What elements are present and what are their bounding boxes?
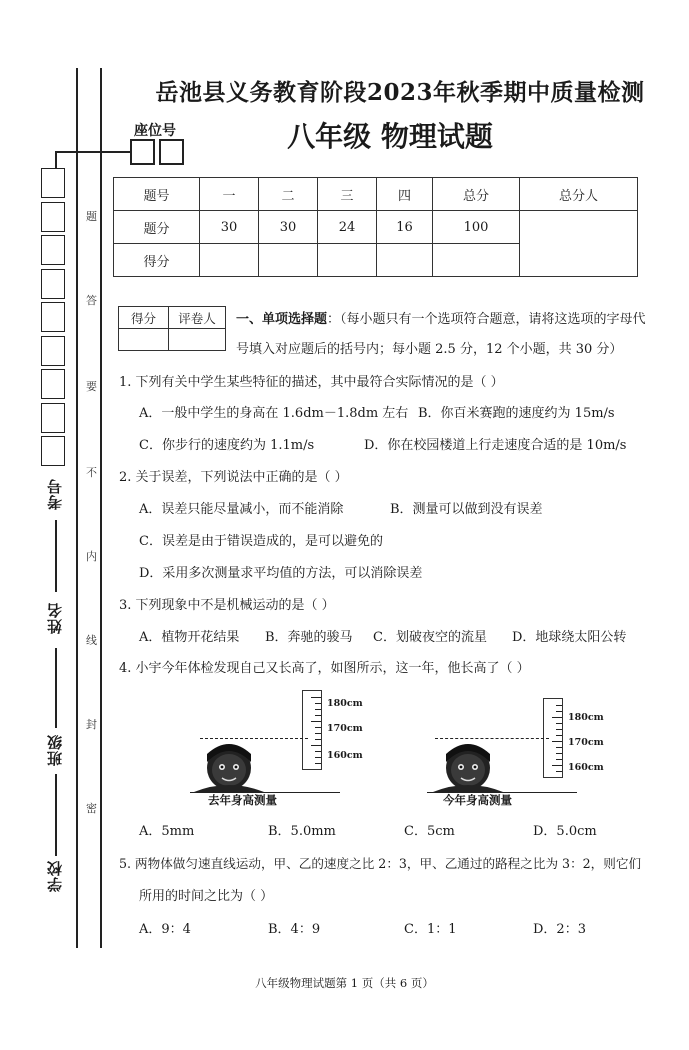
- figure-caption: 去年身高测量: [208, 793, 277, 807]
- question-3-stem: 3. 下列现象中不是机械运动的是（ ）: [119, 598, 335, 613]
- section-desc: ：（每小题只有一个选项符合题意，请将这选项的字母代: [327, 312, 646, 327]
- seal-char: 答: [86, 294, 97, 307]
- question-3-option-a[interactable]: A．植物开花结果: [139, 630, 240, 645]
- question-4-option-b[interactable]: B．5.0mm: [268, 824, 336, 839]
- question-4-option-d[interactable]: D．5.0cm: [533, 824, 597, 839]
- binding-line-outer: [76, 68, 78, 948]
- seal-char: 线: [86, 634, 97, 647]
- digit-box[interactable]: [41, 369, 65, 399]
- class-label: 班级: [46, 734, 64, 766]
- page-footer: 八年级物理试题第 1 页（共 6 页）: [255, 976, 434, 990]
- question-5-stem-line2: 所用的时间之比为（ ）: [139, 889, 274, 904]
- seal-char: 要: [86, 380, 97, 393]
- score-input-cell[interactable]: [433, 244, 520, 277]
- digit-box[interactable]: [41, 168, 65, 198]
- question-5-option-b[interactable]: B．4：9: [268, 922, 321, 937]
- seat-number-boxes[interactable]: [130, 139, 184, 165]
- score-table: [113, 177, 638, 277]
- question-5-option-a[interactable]: A．9：4: [139, 922, 191, 937]
- section-heading: [236, 308, 646, 327]
- ruler-label: 170cm: [568, 737, 604, 748]
- table-cell: 100: [433, 211, 520, 244]
- section-grader-table: [118, 306, 226, 351]
- score-input-cell[interactable]: [200, 244, 259, 277]
- question-3-option-c[interactable]: C．划破夜空的流星: [373, 630, 487, 645]
- table-row: [119, 329, 226, 351]
- table-cell: 16: [377, 211, 433, 244]
- ruler-label: 180cm: [327, 698, 363, 709]
- ruler-label: 180cm: [568, 712, 604, 723]
- exam-title: 岳池县义务教育阶段2023年秋季期中质量检测: [155, 79, 645, 106]
- question-4-option-c[interactable]: C．5cm: [404, 824, 455, 839]
- question-1-option-d[interactable]: D．你在校园楼道上行走速度合适的是 10m/s: [364, 438, 627, 453]
- binding-line-inner: [100, 68, 102, 948]
- class-underline: [55, 648, 57, 728]
- digit-box[interactable]: [41, 235, 65, 265]
- table-cell: 一: [200, 178, 259, 211]
- table-cell: 题号: [114, 178, 200, 211]
- seat-digit-box[interactable]: [130, 139, 155, 165]
- digit-box[interactable]: [41, 403, 65, 433]
- section-desc-line2: 号填入对应题后的括号内；每小题 2.5 分，12 个小题，共 30 分）: [236, 342, 623, 357]
- question-3-option-d[interactable]: D．地球绕太阳公转: [512, 630, 627, 645]
- digit-box[interactable]: [41, 269, 65, 299]
- name-underline: [55, 520, 57, 592]
- digit-box[interactable]: [41, 302, 65, 332]
- seat-digit-box[interactable]: [159, 139, 184, 165]
- question-2-option-c[interactable]: C．误差是由于错误造成的，是可以避免的: [139, 534, 383, 549]
- table-cell: 题分: [114, 211, 200, 244]
- height-ruler: [302, 690, 322, 770]
- question-1-stem: 1. 下列有关中学生某些特征的描述，其中最符合实际情况的是（ ）: [119, 375, 504, 390]
- seal-char: 封: [86, 718, 97, 731]
- figure-caption: 今年身高测量: [443, 793, 512, 807]
- grader-input-cell[interactable]: [169, 329, 226, 351]
- digit-box[interactable]: [41, 436, 65, 466]
- school-underline: [55, 774, 57, 856]
- table-cell: 得分: [114, 244, 200, 277]
- ruler-label: 160cm: [327, 750, 363, 761]
- student-head-icon: [194, 738, 264, 792]
- score-input-cell[interactable]: [318, 244, 377, 277]
- seal-char: 密: [86, 802, 97, 815]
- exam-number-label: 考号: [46, 478, 64, 510]
- exam-subtitle: 八年级 物理试题: [287, 120, 493, 153]
- ruler-label: 170cm: [327, 723, 363, 734]
- table-row: [119, 307, 226, 329]
- table-cell: 30: [259, 211, 318, 244]
- question-5-stem: 5. 两物体做匀速直线运动，甲、乙的速度之比 2：3，甲、乙通过的路程之比为 3：2，则它们: [119, 856, 642, 871]
- seat-label: 座位号: [134, 123, 176, 139]
- question-2-option-d[interactable]: D．采用多次测量求平均值的方法，可以消除误差: [139, 566, 423, 581]
- table-cell: 评卷人: [169, 307, 226, 329]
- question-2-option-a[interactable]: A．误差只能尽量减小，而不能消除: [139, 502, 344, 517]
- table-cell: 30: [200, 211, 259, 244]
- table-cell: 四: [377, 178, 433, 211]
- table-cell: 24: [318, 211, 377, 244]
- school-label: 学校: [46, 860, 64, 892]
- seat-connector: [55, 151, 57, 168]
- table-cell: 总分: [433, 178, 520, 211]
- student-head-icon: [433, 738, 503, 792]
- table-row: [114, 178, 638, 211]
- question-2-stem: 2. 关于误差，下列说法中正确的是（ ）: [119, 470, 348, 485]
- name-label: 姓名: [46, 602, 64, 634]
- ruler-label: 160cm: [568, 762, 604, 773]
- question-1-option-c[interactable]: C．你步行的速度约为 1.1m/s: [139, 438, 315, 453]
- table-cell: 得分: [119, 307, 169, 329]
- question-1-option-a[interactable]: A．一般中学生的身高在 1.6dm－1.8dm 左右: [139, 406, 409, 421]
- question-3-option-b[interactable]: B．奔驰的骏马: [265, 630, 353, 645]
- question-4-option-a[interactable]: A．5mm: [139, 824, 195, 839]
- question-2-option-b[interactable]: B．测量可以做到没有误差: [390, 502, 543, 517]
- exam-number-boxes[interactable]: [41, 168, 65, 470]
- score-input-cell[interactable]: [259, 244, 318, 277]
- table-cell: 二: [259, 178, 318, 211]
- question-5-option-c[interactable]: C．1：1: [404, 922, 457, 937]
- table-cell: 三: [318, 178, 377, 211]
- seat-connector: [55, 151, 130, 153]
- seal-char: 题: [86, 210, 97, 223]
- score-input-cell[interactable]: [119, 329, 169, 351]
- table-cell: 总分人: [520, 178, 638, 211]
- question-4-stem: 4. 小宇今年体检发现自己又长高了，如图所示，这一年，他长高了（ ）: [119, 661, 530, 676]
- figure-this-year: [425, 698, 625, 818]
- digit-box[interactable]: [41, 202, 65, 232]
- section-title: 一、单项选择题: [236, 312, 328, 327]
- score-input-cell[interactable]: [377, 244, 433, 277]
- question-5-option-d[interactable]: D．2：3: [533, 922, 586, 937]
- question-1-option-b[interactable]: B．你百米赛跑的速度约为 15m/s: [418, 406, 615, 421]
- table-row: [114, 211, 638, 244]
- grader-signature-cell[interactable]: [520, 211, 638, 277]
- seal-char: 内: [86, 550, 97, 563]
- seal-char: 不: [86, 466, 97, 479]
- digit-box[interactable]: [41, 336, 65, 366]
- figure-last-year: [190, 690, 390, 810]
